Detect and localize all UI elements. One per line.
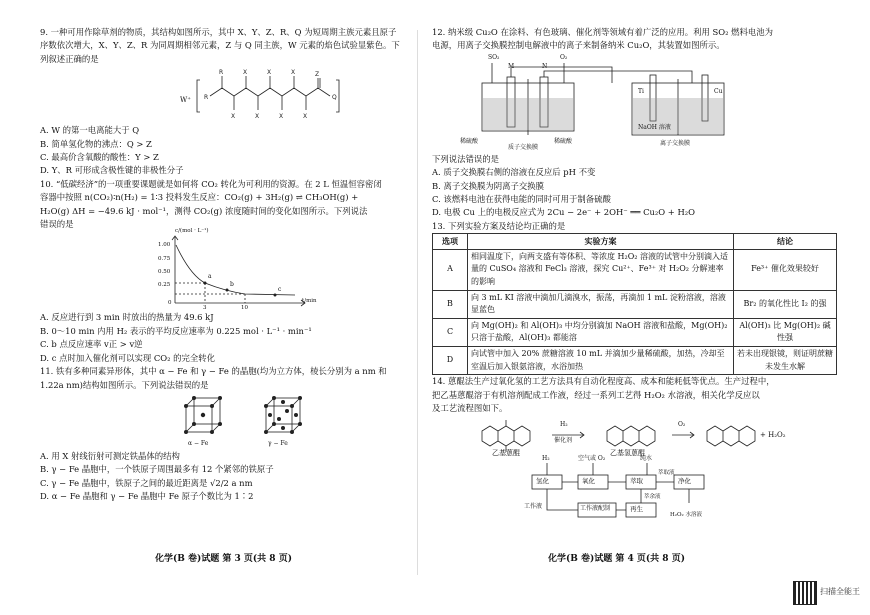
q12-label-n: N [542, 62, 548, 70]
table-cell-conclusion: Br₂ 的氧化性比 I₂ 的强 [734, 290, 837, 318]
q9-option-b: B. 简单氢化物的沸点：Q > Z [40, 138, 152, 149]
svg-text:Z: Z [315, 71, 320, 79]
q10-ytick-5: 0 [168, 300, 172, 307]
q12-lead: 下列说法错误的是 [432, 153, 499, 164]
right-page [432, 26, 837, 517]
q12-stem-line-2: 电源，用离子交换膜控制电解液中的离子来制备纳米 Cu₂O，其装置如图所示。 [432, 40, 725, 51]
svg-text:X: X [279, 113, 284, 121]
q13-experiment-table [432, 233, 837, 375]
q9-cation-label: W⁺ [180, 96, 191, 105]
q14-product-h2o2: + H₂O₂ [760, 431, 786, 440]
q14-flow-chart [432, 455, 837, 517]
q12-option-c: C. 该燃料电池在获得电能的同时可用于制备硫酸 [432, 194, 611, 205]
q14-reaction-scheme [432, 415, 837, 458]
svg-text:X: X [243, 69, 248, 77]
q12-label-cu: Cu [714, 87, 723, 95]
scanner-watermark: 扫描全能王 [820, 587, 860, 596]
q10-graph-xlabel: t/min [302, 298, 317, 305]
table-row [433, 249, 837, 290]
q10-stem-line-3: H₂O(g) ΔH = −49.6 kJ · mol⁻¹，测得 CO₂(g) 浓度随时间的变化如图所示。下列说法 [40, 205, 368, 216]
q12-option-d: D. 电极 Cu 上的电极反应式为 2Cu − 2e⁻ + 2OH⁻ ══ Cu₂O + H₂O [432, 207, 696, 218]
table-header-row [433, 234, 837, 250]
q12-label-ion-membrane: 离子交换膜 [660, 139, 691, 147]
q12-label-naoh: NaOH 溶液 [638, 123, 671, 131]
q9-option-d: D. Y、R 可形成含极性键的非极性分子 [40, 165, 184, 176]
left-page-footer: 化学(B 卷)试题 第 3 页(共 8 页) [155, 554, 292, 564]
question-13 [432, 220, 837, 375]
table-cell-plan: 相同温度下，向两支盛有等体积、等浓度 H₂O₂ 溶液的试管中分别滴入适量的 CuSO₄ 溶液和 FeCl₃ 溶液，探究 Cu²⁺、Fe³⁺ 对 H₂O₂ 分解速率的影响 [468, 249, 734, 290]
table-header-option: 选项 [433, 234, 468, 250]
flow-box-purification: 净化 [678, 477, 691, 486]
q14-reagent-h2: H₂ [560, 421, 568, 429]
svg-text:X: X [255, 113, 260, 121]
q10-stem-line-4: 错误的是 [40, 219, 74, 230]
q11-stem-line-2: 1.22a nm)结构如图所示。下列说法错误的是 [40, 379, 209, 390]
q9-option-a: A. W 的第一电离能大于 Q [40, 125, 140, 136]
q10-ytick-3: 0.50 [158, 269, 171, 276]
q11-alpha-fe-label: α − Fe [188, 439, 209, 447]
table-cell-conclusion: 若未出现银镜，则证明蔗糖未发生水解 [734, 347, 837, 375]
q10-stem-line-1: 10. “低碳经济”的一项重要课题就是如何将 CO₂ 转化为可利用的资源。在 2 L 恒温恒容密闭 [40, 178, 382, 189]
q11-option-c: C. γ − Fe 晶胞中，铁原子之间的最近距离是 √2/2 a nm [40, 477, 253, 488]
flow-label-extract: 萃取液 [658, 470, 675, 477]
q14-stem-line-3: 及工艺流程图如下。 [432, 403, 508, 413]
right-page-footer: 化学(B 卷)试题 第 4 页(共 8 页) [548, 554, 685, 564]
flow-label-raffinate: 萃余液 [644, 494, 661, 501]
q12-label-proton-membrane: 质子交换膜 [508, 143, 539, 151]
q10-xtick-1: 3 [203, 305, 207, 312]
question-14 [432, 375, 837, 517]
q9-structure-figure [40, 66, 445, 124]
q11-gamma-fe-label: γ − Fe [268, 439, 288, 447]
question-11 [40, 365, 445, 503]
svg-text:R: R [219, 69, 224, 77]
q14-name-ethylanthraquinone: 乙基蒽醌 [492, 449, 520, 458]
q11-cells-svg [180, 394, 320, 440]
q12-stem-line-1: 12. 纳米级 Cu₂O 在涂料、有色玻璃、催化剂等领域有着广泛的应用。利用 SO₂ 燃料电池为 [432, 27, 773, 37]
q10-ytick-4: 0.25 [158, 282, 171, 289]
q9-stem-line-1: 9. 一种可用作除草剂的物质，其结构如图所示，其中 X、Y、Z、R、Q 为短周期主族元素且原子 [40, 27, 397, 37]
q10-option-d: D. c 点时加入催化剂可以实现 CO₂ 的完全转化 [40, 352, 216, 363]
flow-label-h2o2-solution: H₂O₂ 水溶液 [670, 512, 702, 519]
qr-code-icon [794, 582, 816, 604]
table-row [433, 318, 837, 346]
q12-option-a: A. 质子交换膜右侧的溶液在反应后 pH 不变 [432, 167, 596, 178]
flow-box-regeneration: 再生 [630, 505, 643, 514]
q11-option-d: D. α − Fe 晶胞和 γ − Fe 晶胞中 Fe 原子个数比为 1∶2 [40, 491, 254, 502]
q10-option-c: C. b 点反应速率 v正 > v逆 [40, 339, 143, 350]
q11-unit-cells-figure [40, 392, 445, 450]
q10-point-a: a [208, 273, 212, 281]
q12-option-b: B. 离子交换膜为阴离子交换膜 [432, 180, 544, 191]
q10-concentration-graph [40, 228, 445, 312]
svg-text:X: X [267, 69, 272, 77]
table-cell-option: C [433, 318, 468, 346]
q12-label-so2: SO₂ [488, 53, 500, 61]
q10-option-b: B. 0～10 min 内用 H₂ 表示的平均反应速率为 0.225 mol · L⁻¹ · min⁻¹ [40, 325, 312, 336]
flow-input-water: 纯水 [640, 455, 653, 463]
svg-text:R: R [204, 94, 209, 102]
question-10 [40, 178, 445, 365]
q10-ytick-1: 1.00 [158, 242, 171, 249]
q10-stem-line-2: 容器中按照 n(CO₂)∶n(H₂) = 1∶3 投料发生反应：CO₂(g) + 3H₂(g) ⇌ CH₃OH(g) + [40, 192, 359, 203]
q9-stem-line-3: 列叙述正确的是 [40, 53, 99, 64]
q11-option-b: B. γ − Fe 晶胞中，一个铁原子周围最多有 12 个紧邻的铁原子 [40, 464, 274, 475]
flow-box-working-fluid-prep: 工作液配制 [580, 505, 611, 513]
question-12 [432, 26, 837, 220]
table-cell-conclusion: Fe³⁺ 催化效果较好 [734, 249, 837, 290]
flow-box-hydrogenation: 氢化 [536, 477, 549, 486]
q9-option-c: C. 最高价含氧酸的酸性：Y > Z [40, 152, 159, 163]
q12-label-acid-right: 稀硫酸 [554, 137, 573, 145]
q12-label-acid-left: 稀硫酸 [460, 137, 479, 145]
q10-xtick-2: 10 [241, 305, 248, 312]
q14-stem-line-1: 14. 蒽醌法生产过氧化氢的工艺方法具有自动化程度高、成本和能耗低等优点。生产过程中， [432, 376, 775, 387]
q14-stem-line-2: 把乙基蒽醌溶于有机溶剂配成工作液，经过一系列工艺得 H₂O₂ 水溶液，相关化学反应以 [432, 389, 760, 400]
q10-graph-ylabel: c/(mol · L⁻¹) [175, 228, 209, 235]
table-cell-option: B [433, 290, 468, 318]
q14-catalyst: 催化剂 [554, 437, 573, 445]
q12-apparatus-figure [432, 53, 837, 153]
q10-point-c: c [278, 286, 282, 294]
table-header-plan: 实验方案 [468, 234, 734, 250]
flow-box-oxidation: 氧化 [582, 477, 595, 486]
table-cell-plan: 向 3 mL KI 溶液中滴加几滴溴水，振荡，再滴加 1 mL 淀粉溶液，溶液显蓝色 [468, 290, 734, 318]
left-page [40, 26, 445, 504]
svg-text:X: X [291, 69, 296, 77]
q12-label-ti: Ti [638, 87, 644, 95]
q14-name-ethylhydroanthraquinone: 乙基氢蒽醌 [610, 449, 645, 458]
q14-reagent-o2: O₂ [678, 421, 686, 429]
q12-label-m: M [508, 62, 515, 70]
table-cell-conclusion: Al(OH)₃ 比 Mg(OH)₂ 碱性强 [734, 318, 837, 346]
table-cell-plan: 向 Mg(OH)₂ 和 Al(OH)₃ 中均分别滴加 NaOH 溶液和盐酸，Mg(OH)₂ 只溶于盐酸，Al(OH)₃ 都能溶 [468, 318, 734, 346]
q10-point-b: b [230, 281, 234, 289]
q10-option-a: A. 反应进行到 3 min 时放出的热量为 49.6 kJ [40, 312, 214, 323]
flow-label-working-fluid: 工作液 [524, 503, 543, 511]
q12-apparatus-svg [452, 53, 772, 153]
table-row [433, 290, 837, 318]
q11-stem-line-1: 11. 铁有多种同素异形体，其中 α − Fe 和 γ − Fe 的晶胞(均为立方体，棱长分别为 a nm 和 [40, 366, 387, 377]
flow-box-extraction: 萃取 [630, 477, 643, 486]
table-cell-option: A [433, 249, 468, 290]
svg-text:Q: Q [332, 94, 337, 102]
table-row [433, 347, 837, 375]
q12-label-o2: O₂ [560, 53, 568, 61]
flow-input-air: 空气或 O₂ [578, 455, 606, 463]
q13-stem: 13. 下列实验方案及结论均正确的是 [432, 220, 566, 231]
flow-input-h2: H₂ [542, 455, 550, 463]
table-header-conclusion: 结论 [734, 234, 837, 250]
q11-option-a: A. 用 X 射线衍射可测定铁晶体的结构 [40, 450, 180, 461]
svg-text:X: X [231, 113, 236, 121]
q10-ytick-2: 0.75 [158, 256, 171, 263]
question-9 [40, 26, 445, 178]
svg-text:X: X [303, 113, 308, 121]
table-cell-option: D [433, 347, 468, 375]
table-cell-plan: 向试管中加入 20% 蔗糖溶液 10 mL 并滴加少量稀硫酸，加热，冷却至室温后加入银氨溶液，水浴加热 [468, 347, 734, 375]
q9-structure-svg [196, 66, 356, 124]
q9-stem-line-2: 序数依次增大，X、Y、Z、R 为同周期相邻元素，Z 与 Q 同主族，W 元素的焰色试验显紫色。下 [40, 40, 400, 51]
